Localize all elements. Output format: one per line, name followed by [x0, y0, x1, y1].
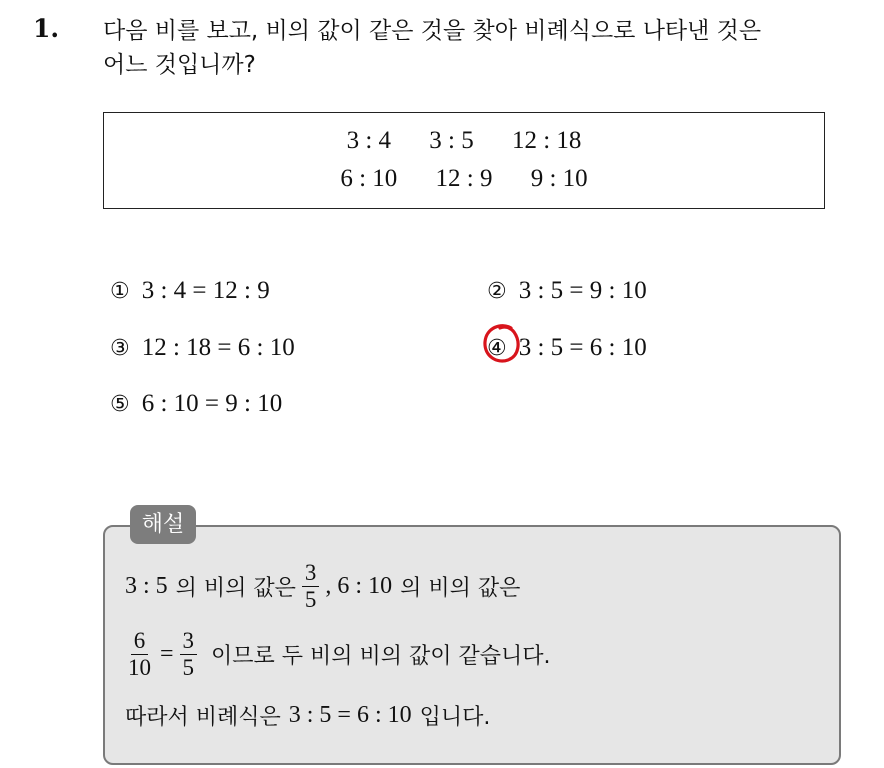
- choice-3[interactable]: [110, 334, 295, 362]
- question-text: [103, 14, 873, 82]
- sol-text: 이므로 두 비의 비의 값이 같습니다.: [211, 644, 551, 669]
- ratio-box: [103, 112, 825, 209]
- solution-tag: 해설: [130, 505, 196, 544]
- fraction: [302, 560, 320, 613]
- question-line-2: 어느 것입니까?: [103, 52, 256, 78]
- fraction: [180, 628, 198, 681]
- ratio-row-2: [104, 165, 824, 193]
- solution-line-2: [125, 628, 551, 681]
- ratio-item: 12 : 18: [511, 127, 582, 154]
- frac-den: 5: [304, 587, 317, 612]
- sol-text: 따라서 비례식은: [125, 705, 281, 730]
- sol-text: 3 : 5 = 6 : 10: [288, 702, 412, 728]
- ratio-item: 3 : 4: [346, 127, 392, 154]
- question-line-1: 다음 비를 보고, 비의 값이 같은 것을 찾아 비례식으로 나타낸 것은: [103, 18, 762, 44]
- frac-num: 3: [180, 628, 198, 655]
- choice-text: 6 : 10 = 9 : 10: [141, 390, 283, 417]
- solution-line-3: [125, 700, 490, 731]
- choice-text: 3 : 5 = 9 : 10: [518, 277, 647, 304]
- choice-text: 3 : 5 = 6 : 10: [518, 334, 647, 361]
- frac-num: 6: [131, 628, 149, 655]
- choice-text: 12 : 18 = 6 : 10: [141, 334, 295, 361]
- sol-text: 의 비의 값은: [400, 576, 521, 601]
- sol-text: , 6 : 10: [325, 573, 393, 599]
- question-number: 1.: [33, 14, 60, 43]
- ratio-item: 3 : 5: [429, 127, 474, 154]
- choice-number: ③: [110, 336, 130, 361]
- sol-text: 입니다.: [419, 705, 491, 730]
- choice-text: 3 : 4 = 12 : 9: [141, 277, 270, 304]
- choice-number: ④: [487, 336, 507, 361]
- answer-mark-circle: [481, 322, 523, 366]
- sol-text: =: [160, 641, 174, 667]
- sol-text: 3 : 5: [125, 573, 168, 599]
- choice-number: ②: [487, 279, 507, 304]
- frac-den: 5: [182, 655, 195, 680]
- choice-2[interactable]: [487, 277, 647, 305]
- ratio-item: 9 : 10: [530, 165, 588, 192]
- frac-den: 10: [128, 655, 151, 680]
- choice-number: ⑤: [110, 392, 130, 417]
- ratio-item: 12 : 9: [435, 165, 493, 192]
- choice-1[interactable]: [110, 277, 270, 305]
- ratio-row-1: [104, 127, 824, 155]
- fraction: [125, 628, 154, 681]
- choice-5[interactable]: [110, 390, 282, 418]
- frac-num: 3: [302, 560, 320, 587]
- ratio-item: 6 : 10: [340, 165, 398, 192]
- solution-line-1: [125, 560, 520, 613]
- choice-number: ①: [110, 279, 130, 304]
- sol-text: 의 비의 값은: [175, 576, 296, 601]
